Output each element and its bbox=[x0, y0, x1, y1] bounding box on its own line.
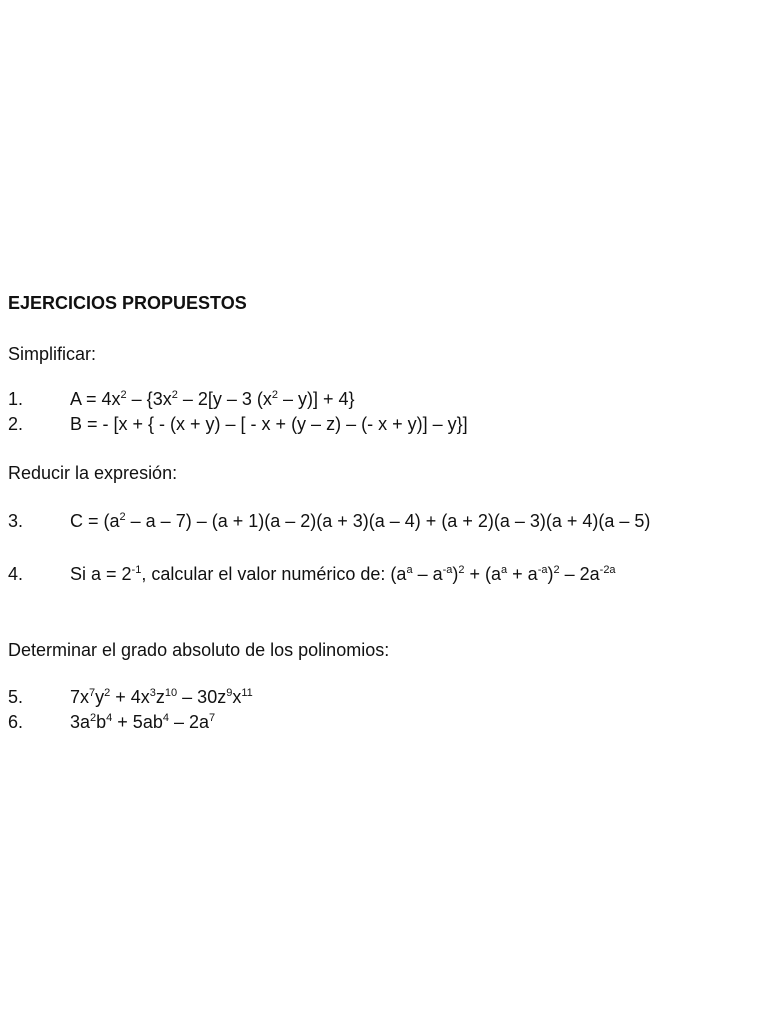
exercise-expression: $A = 4x^2 - \{3x^2 - 2[y - 3$ $(x^2 - y)] + 4$} bbox=[70, 389, 355, 409]
section-label-degree: Determinar el grado absoluto de los polinomios: bbox=[8, 640, 390, 660]
exercise-number: 2. bbox=[8, 414, 24, 434]
exercise-3 bbox=[8, 510, 650, 532]
exercise-expression: B = - [x + { - (x + y) – [ - x + (y – z) – (- x + y)] – y}] bbox=[70, 414, 468, 434]
exercise-6 bbox=[8, 711, 215, 733]
exercise-expression: $C = (a^2 - a - 7) - (a + 1)(a - 2)(a + 3)(a - 4) + (a + 2)(a - 3)(a + 4)(a - 5)$ bbox=[70, 511, 651, 531]
exercise-1 bbox=[8, 388, 355, 410]
exercise-2 bbox=[8, 413, 468, 435]
exercise-number: 4. bbox=[8, 564, 24, 584]
page-title: EJERCICIOS PROPUESTOS bbox=[8, 293, 247, 313]
exercise-expression: Si $a = 2^{-1}$, calcular el valor numérico de: $(a^a - a^{-a})^2 + (a^a + a^{-a})^2 - 2a^{-2a}$ bbox=[70, 564, 616, 584]
exercise-4 bbox=[8, 563, 616, 585]
section-label-reduce: Reducir la expresión: bbox=[8, 463, 178, 483]
section-label-simplify: Simplificar: bbox=[8, 344, 97, 364]
exercise-5 bbox=[8, 686, 253, 708]
exercise-number: 1. bbox=[8, 389, 24, 409]
exercise-expression: $3a^2b^4 + 5ab^4 - 2a^7$ bbox=[70, 712, 216, 732]
exercise-expression: $7x^7y^2 + 4x^3z^{10} - 30z^9x^{11}$ bbox=[70, 687, 253, 707]
exercise-number: 3. bbox=[8, 511, 24, 531]
exercise-number: 6. bbox=[8, 712, 24, 732]
exercise-number: 5. bbox=[8, 687, 24, 707]
